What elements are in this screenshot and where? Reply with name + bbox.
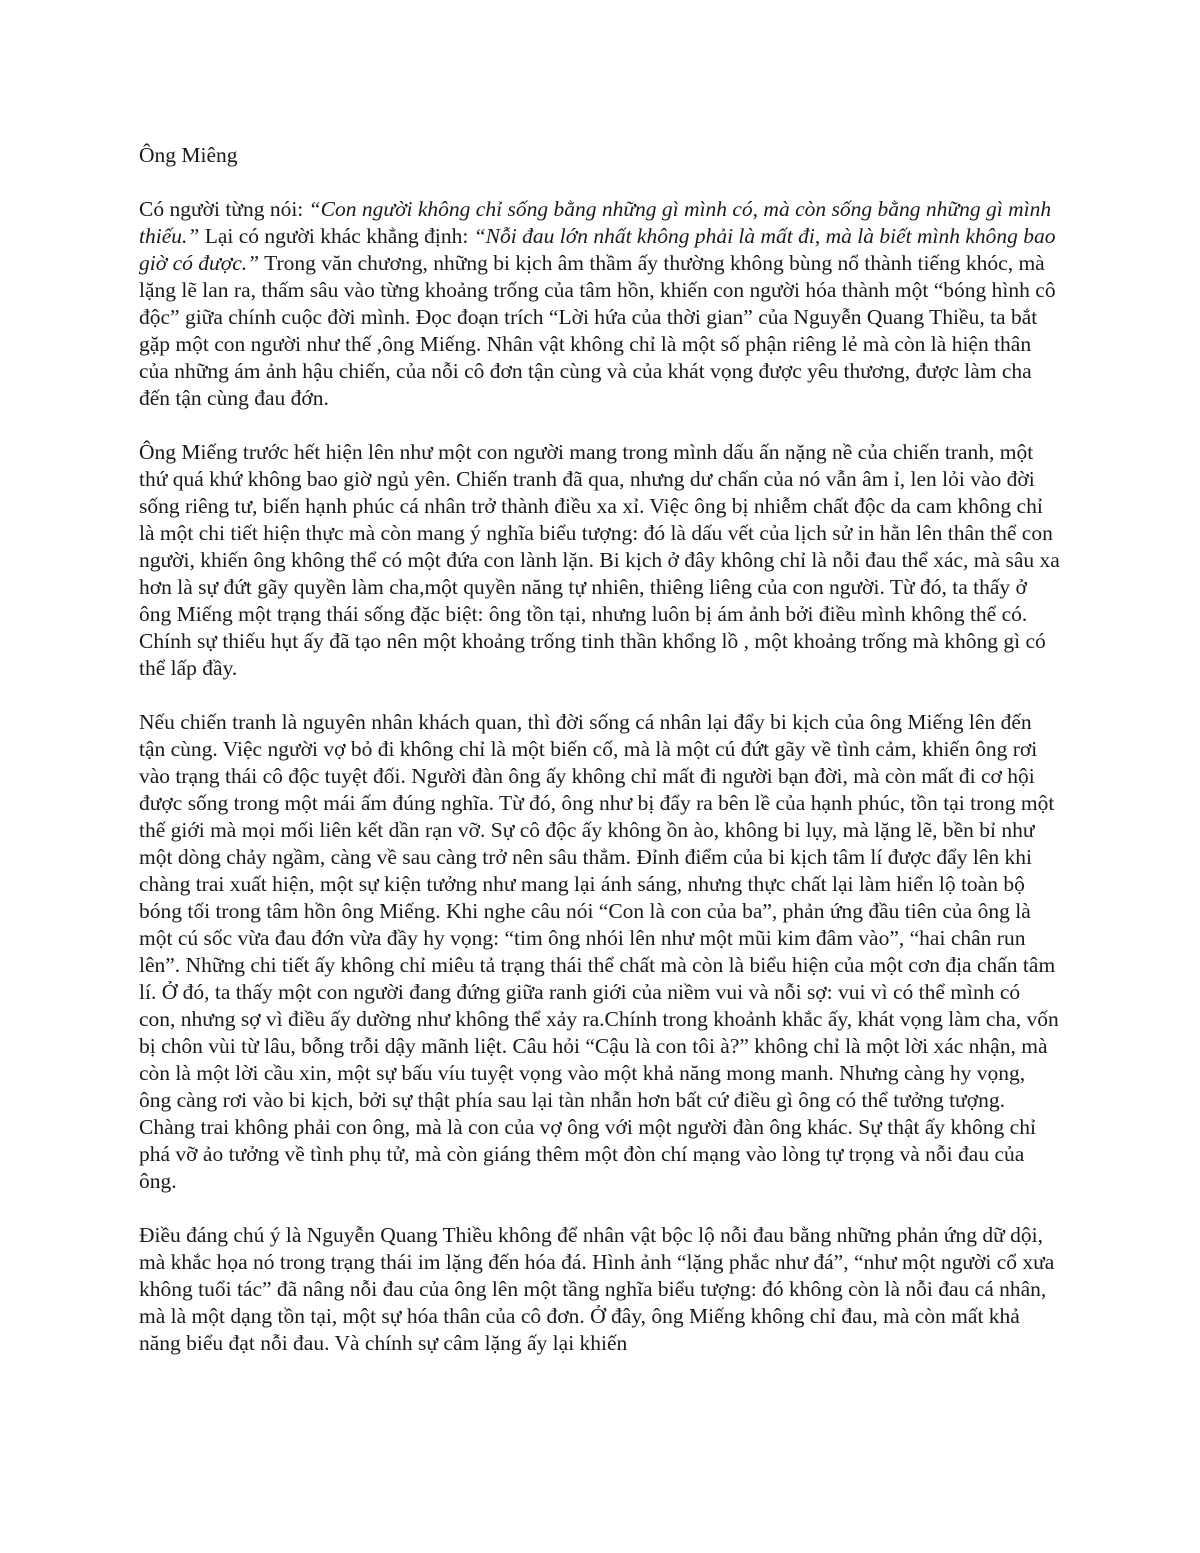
document-page — [139, 142, 1061, 1384]
intro-quote-1: “Con người không chỉ sống bằng những gì mình có, mà còn sống bằng những gì mình thiếu.” — [139, 197, 1052, 248]
intro-lead: Có người từng nói: — [139, 197, 309, 221]
intro-quote-2: “Nỗi đau lớn nhất không phải là mất đi, mà là biết mình không bao giờ có được.” — [139, 224, 1056, 275]
paragraph-2: Nếu chiến tranh là nguyên nhân khách quan, thì đời sống cá nhân lại đẩy bi kịch của ông Miếng lên đến tận cùng. Việc người vợ bỏ đi không chỉ là một biến cố, mà là một cú đứt gãy về tình cảm, khiến ông rơi vào trạng thái cô độc tuyệt đối. Người đàn ông ấy không chỉ mất đi người bạn đời, mà còn mất đi cơ hội được sống trong một mái ấm đúng nghĩa. Từ đó, ông như bị đẩy ra bên lề của hạnh phúc, tồn tại trong một thế giới mà mọi mối liên kết dần rạn vỡ. Sự cô độc ấy không ồn ào, không bi lụy, mà lặng lẽ, bền bỉ như một dòng chảy ngầm, càng về sau càng trở nên sâu thẳm. Đỉnh điểm của bi kịch tâm lí được đẩy lên khi chàng trai xuất hiện, một sự kiện tưởng như mang lại ánh sáng, nhưng thực chất lại làm hiển lộ toàn bộ bóng tối trong tâm hồn ông Miếng. Khi nghe câu nói “Con là con của ba”, phản ứng đầu tiên của ông là một cú sốc vừa đau đớn vừa đầy hy vọng: “tim ông nhói lên như một mũi kim đâm vào”, “hai chân run lên”. Những chi tiết ấy không chỉ miêu tả trạng thái thể chất mà còn là biểu hiện của một cơn địa chấn tâm lí. Ở đó, ta thấy một con người đang đứng giữa ranh giới của niềm vui và nỗi sợ: vui vì có thể mình có con, nhưng sợ vì điều ấy dường như không thể xảy ra.Chính trong khoảnh khắc ấy, khát vọng làm cha, vốn bị chôn vùi từ lâu, bỗng trỗi dậy mãnh liệt. Câu hỏi “Cậu là con tôi à?” không chỉ là một lời xác nhận, mà còn là một lời cầu xin, một sự bấu víu tuyệt vọng vào một khả năng mong manh. Nhưng càng hy vọng, ông càng rơi vào bi kịch, bởi sự thật phía sau lại tàn nhẫn hơn bất cứ điều gì ông có thể tưởng tượng. Chàng trai không phải con ông, mà là con của vợ ông với một người đàn ông khác. Sự thật ấy không chỉ phá vỡ ảo tưởng về tình phụ tử, mà còn giáng thêm một đòn chí mạng vào lòng tự trọng và nỗi đau của ông. — [139, 710, 1059, 1193]
intro-mid: Lại có người khác khẳng định: — [199, 224, 474, 248]
paragraph-intro — [139, 196, 1061, 412]
paragraph-1: Ông Miếng trước hết hiện lên như một con người mang trong mình dấu ấn nặng nề của chiến tranh, một thứ quá khứ không bao giờ ngủ yên. Chiến tranh đã qua, nhưng dư chấn của nó vẫn âm ỉ, len lỏi vào đời sống riêng tư, biến hạnh phúc cá nhân trở thành điều xa xỉ. Việc ông bị nhiễm chất độc da cam không chỉ là một chi tiết hiện thực mà còn mang ý nghĩa biểu tượng: đó là dấu vết của lịch sử in hằn lên thân thể con người, khiến ông không thể có một đứa con lành lặn. Bi kịch ở đây không chỉ là nỗi đau thể xác, mà sâu xa hơn là sự đứt gãy quyền làm cha,một quyền năng tự nhiên, thiêng liêng của con người. Từ đó, ta thấy ở ông Miếng một trạng thái sống đặc biệt: ông tồn tại, nhưng luôn bị ám ảnh bởi điều mình không thể có. Chính sự thiếu hụt ấy đã tạo nên một khoảng trống tinh thần khổng lồ , một khoảng trống mà không gì có thể lấp đầy. — [139, 440, 1060, 680]
paragraph-3: Điều đáng chú ý là Nguyễn Quang Thiều không để nhân vật bộc lộ nỗi đau bằng những phản ứng dữ dội, mà khắc họa nó trong trạng thái im lặng đến hóa đá. Hình ảnh “lặng phắc như đá”, “như một người cổ xưa không tuổi tác” đã nâng nỗi đau của ông lên một tầng nghĩa biểu tượng: đó không còn là nỗi đau cá nhân, mà là một dạng tồn tại, một sự hóa thân của cô đơn. Ở đây, ông Miếng không chỉ đau, mà còn mất khả năng biểu đạt nỗi đau. Và chính sự câm lặng ấy lại khiến — [139, 1223, 1055, 1355]
intro-rest: Trong văn chương, những bi kịch âm thầm ấy thường không bùng nổ thành tiếng khóc, mà lặng lẽ lan ra, thấm sâu vào từng khoảng trống của tâm hồn, khiến con người hóa thành một “bóng hình cô độc” giữa chính cuộc đời mình. Đọc đoạn trích “Lời hứa của thời gian” của Nguyễn Quang Thiều, ta bắt gặp một con người như thế ,ông Miếng. Nhân vật không chỉ là một số phận riêng lẻ mà còn là hiện thân của những ám ảnh hậu chiến, của nỗi cô đơn tận cùng và của khát vọng được yêu thương, được làm cha đến tận cùng đau đớn. — [139, 251, 1056, 410]
document-title: Ông Miêng — [139, 143, 238, 167]
